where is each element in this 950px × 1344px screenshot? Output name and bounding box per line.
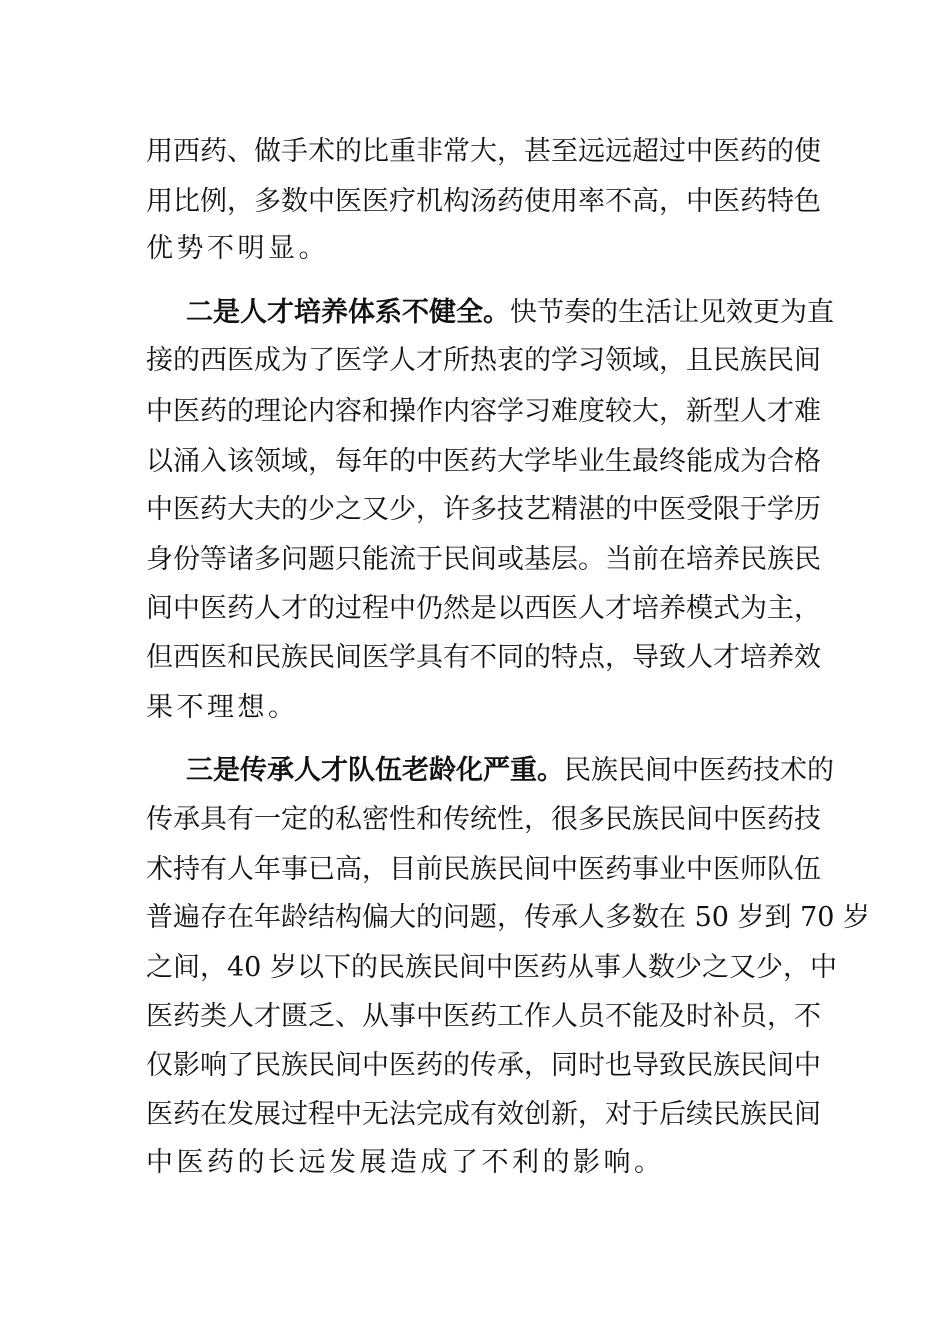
paragraph-2-line-3: 中医药的理论内容和操作内容学习难度较大，新型人才难 bbox=[146, 396, 821, 427]
paragraph-3-line-2: 传承具有一定的私密性和传统性，很多民族民间中医药技 bbox=[146, 804, 821, 835]
paragraph-2-line-5: 中医药大夫的少之又少，许多技艺精湛的中医受限于学历 bbox=[146, 494, 821, 525]
paragraph-2-line-6: 身份等诸多问题只能流于民间或基层。当前在培养民族民 bbox=[146, 544, 821, 575]
paragraph-2-line-1 bbox=[186, 293, 834, 333]
paragraph-3-line-8: 医药在发展过程中无法完成有效创新，对于后续民族民间 bbox=[146, 1099, 821, 1130]
paragraph-1-line-1: 用西药、做手术的比重非常大，甚至远远超过中医药的使 bbox=[146, 136, 821, 167]
paragraph-3-line-1-text: 民族民间中医药技术的 bbox=[564, 755, 834, 786]
paragraph-3-line-4: 普遍存在年龄结构偏大的问题，传承人多数在 50 岁到 70 岁 bbox=[146, 902, 871, 933]
paragraph-3-line-6: 医药类人才匮乏、从事中医药工作人员不能及时补员，不 bbox=[146, 1001, 821, 1032]
paragraph-3-line-5: 之间，40 岁以下的民族民间中医药从事人数少之又少，中 bbox=[146, 952, 837, 983]
paragraph-2-line-1-text: 快节奏的生活让见效更为直 bbox=[510, 297, 834, 328]
paragraph-1-line-2: 用比例，多数中医医疗机构汤药使用率不高，中医药特色 bbox=[146, 186, 821, 217]
paragraph-2-line-7: 间中医药人才的过程中仍然是以西医人才培养模式为主， bbox=[146, 593, 821, 624]
paragraph-3-line-3: 术持有人年事已高，目前民族民间中医药事业中医师队伍 bbox=[146, 854, 821, 885]
paragraph-3-line-1 bbox=[186, 751, 834, 791]
paragraph-2-line-2: 接的西医成为了医学人才所热衷的学习领域，且民族民间 bbox=[146, 345, 821, 376]
paragraph-2-line-8: 但西医和民族民间医学具有不同的特点，导致人才培养效 bbox=[146, 642, 821, 673]
paragraph-2-line-9: 果不理想。 bbox=[146, 692, 299, 723]
paragraph-2-line-4: 以涌入该领域，每年的中医药大学毕业生最终能成为合格 bbox=[146, 446, 821, 477]
paragraph-1-line-3: 优势不明显。 bbox=[146, 233, 329, 264]
paragraph-2-heading: 二是人才培养体系不健全。 bbox=[186, 297, 510, 328]
paragraph-3-heading: 三是传承人才队伍老龄化严重。 bbox=[186, 755, 564, 786]
paragraph-3-line-7: 仅影响了民族民间中医药的传承，同时也导致民族民间中 bbox=[146, 1050, 821, 1081]
paragraph-3-line-9: 中医药的长远发展造成了不利的影响。 bbox=[146, 1147, 665, 1178]
